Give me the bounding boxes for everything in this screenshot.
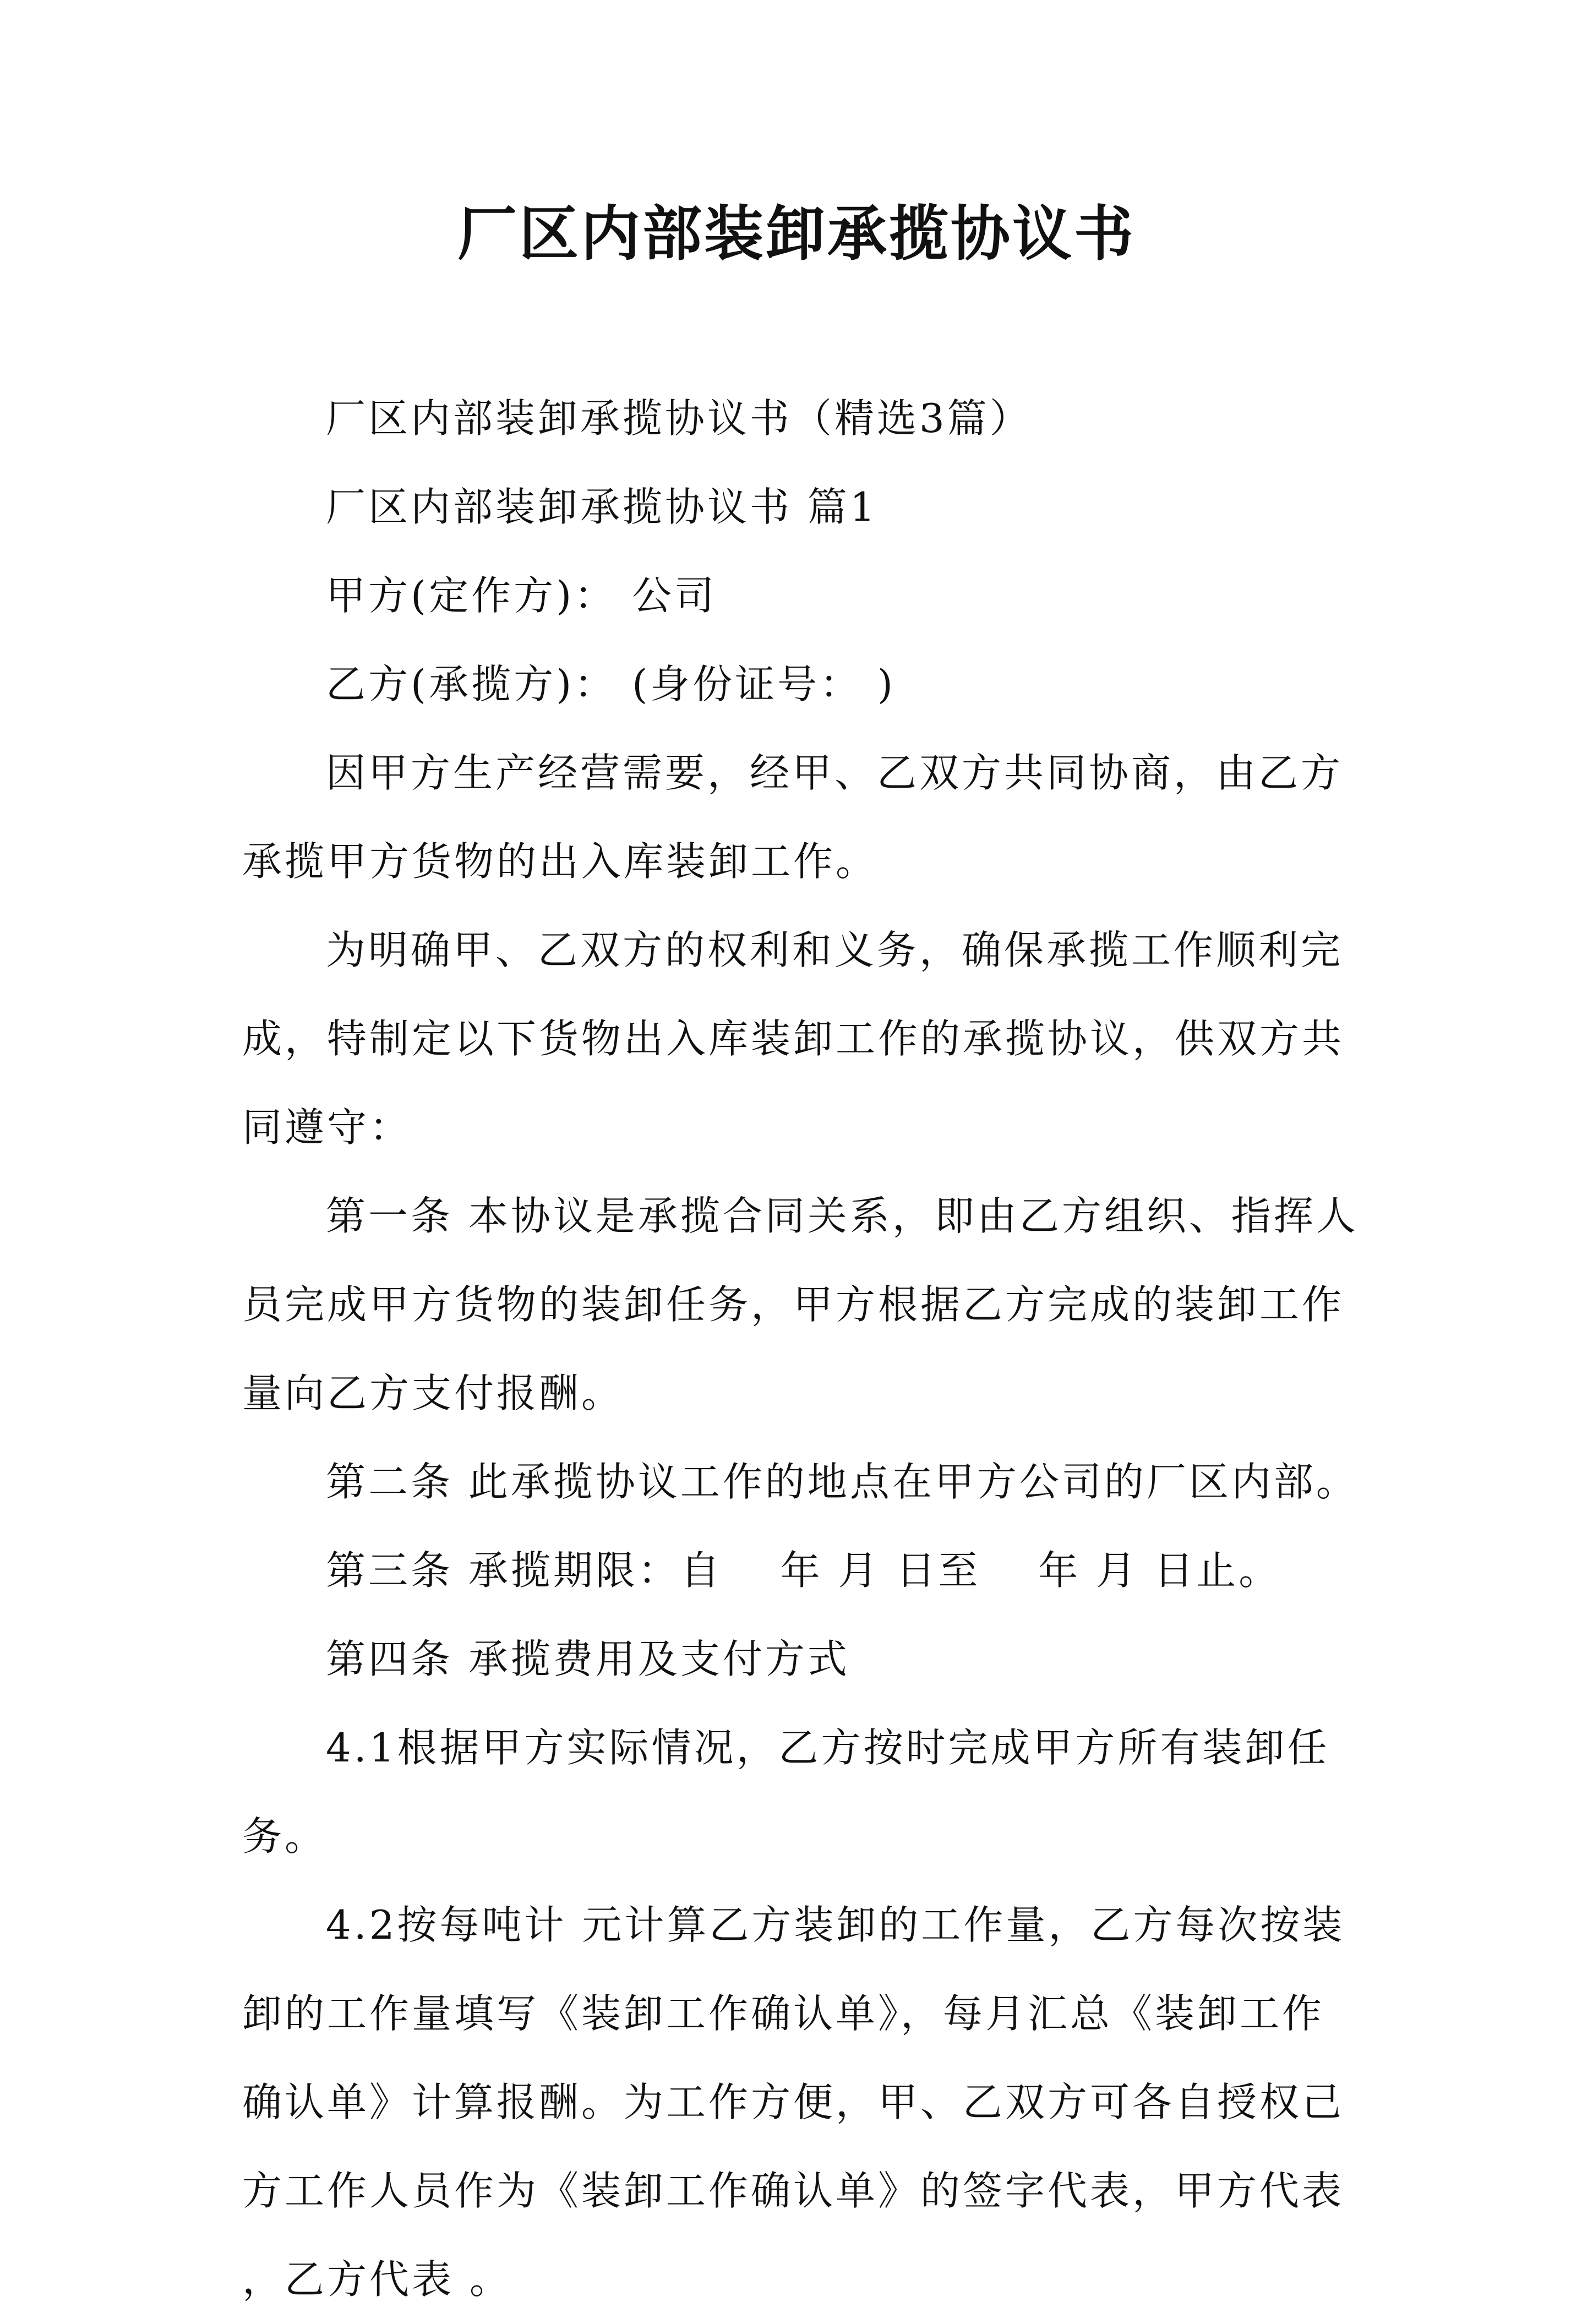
paragraph-background: 因甲方生产经营需要，经甲、乙双方共同协商，由乙方承揽甲方货物的出入库装卸工作。	[242, 750, 1344, 885]
paragraph-subtitle: 厂区内部装卸承揽协议书（精选3篇）	[326, 395, 1032, 441]
paragraph-article-2: 第二条 此承揽协议工作的地点在甲方公司的厂区内部。	[326, 1459, 1359, 1505]
paragraph-article-1: 第一条 本协议是承揽合同关系，即由乙方组织、指挥人员完成甲方货物的装卸任务，甲方根据乙方完成的装卸工作量向乙方支付报酬。	[242, 1193, 1359, 1416]
paragraph-article-4: 第四条 承揽费用及支付方式	[326, 1636, 850, 1682]
document-body	[242, 374, 1365, 2324]
paragraph-party-b: 乙方(承揽方)： (身份证号： )	[326, 661, 896, 707]
document-title: 厂区内部装卸承揽协议书	[457, 199, 1136, 269]
paragraph-section-heading: 厂区内部装卸承揽协议书 篇1	[326, 484, 878, 530]
paragraph-article-3: 第三条 承揽期限：自 年 月 日至 年 月 日止。	[326, 1547, 1281, 1594]
paragraph-purpose: 为明确甲、乙双方的权利和义务，确保承揽工作顺利完成，特制定以下货物出入库装卸工作的承揽协议，供双方共同遵守：	[242, 927, 1345, 1150]
paragraph-party-a: 甲方(定作方)： 公司	[326, 572, 717, 619]
paragraph-clause-4-2: 4.2按每吨计 元计算乙方装卸的工作量，乙方每次按装卸的工作量填写《装卸工作确认单》，每月汇总《装卸工作确认单》计算报酬。为工作方便，甲、乙双方可各自授权己方工作人员作为《装卸工作确认单》的签字代表，甲方代表 ，乙方代表 。	[242, 1902, 1360, 2303]
paragraph-clause-4-1: 4.1根据甲方实际情况，乙方按时完成甲方所有装卸任务。	[242, 1725, 1330, 1859]
